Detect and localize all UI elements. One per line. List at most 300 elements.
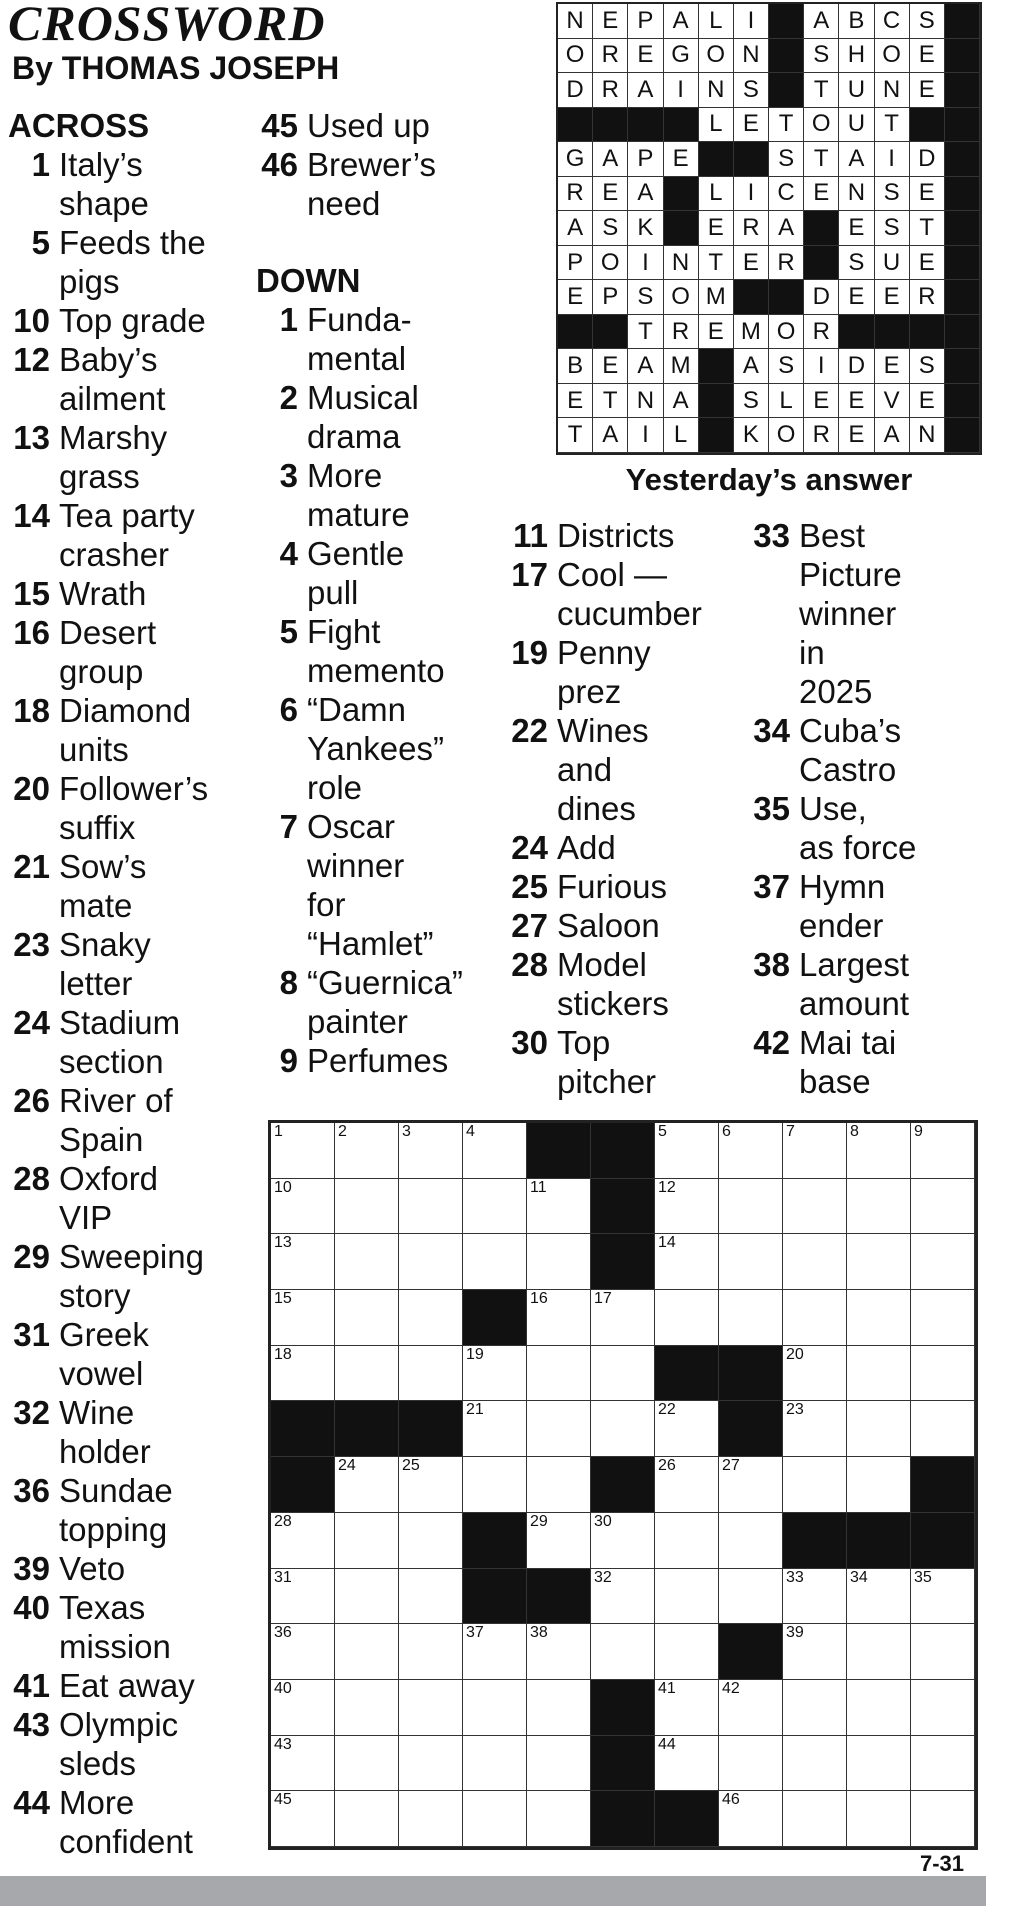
grid-cell[interactable] <box>527 1624 591 1680</box>
clue-item <box>8 1705 258 1783</box>
cell-number: 40 <box>274 1679 292 1697</box>
grid-cell[interactable] <box>335 1569 399 1625</box>
cell-number: 25 <box>402 1457 420 1475</box>
answer-cell <box>945 315 980 350</box>
answer-cell: T <box>593 384 628 419</box>
grid-cell[interactable] <box>847 1290 911 1346</box>
answer-cell: C <box>769 177 804 212</box>
grid-cell[interactable] <box>591 1401 655 1457</box>
answer-cell: A <box>875 418 910 453</box>
grid-cell[interactable] <box>911 1569 975 1625</box>
clue-text: Top grade <box>59 302 206 339</box>
answer-cell <box>945 246 980 281</box>
cell-number: 43 <box>274 1735 292 1753</box>
clue-text: Top pitcher <box>557 1024 657 1100</box>
black-square <box>591 1123 655 1179</box>
clue-number: 6 <box>279 691 298 728</box>
grid-cell[interactable] <box>783 1569 847 1625</box>
cell-number: 7 <box>786 1123 795 1140</box>
clue-item <box>504 906 744 945</box>
answer-cell <box>945 349 980 384</box>
grid-cell[interactable] <box>783 1401 847 1457</box>
answer-cell: R <box>769 246 804 281</box>
clue-item <box>8 340 258 418</box>
grid-cell[interactable] <box>911 1736 975 1792</box>
answer-cell <box>945 73 980 108</box>
grid-cell[interactable] <box>655 1401 719 1457</box>
answer-cell <box>699 418 734 453</box>
answer-cell: B <box>839 4 874 39</box>
answer-cell: D <box>558 73 593 108</box>
answer-cell: D <box>839 349 874 384</box>
grid-cell[interactable] <box>335 1791 399 1847</box>
answer-cell: A <box>804 4 839 39</box>
grid-cell[interactable] <box>399 1234 463 1290</box>
grid-cell[interactable] <box>847 1680 911 1736</box>
answer-cell <box>664 108 699 143</box>
grid-cell[interactable] <box>399 1290 463 1346</box>
clue-item <box>8 1315 258 1393</box>
clue-number: 32 <box>13 1394 50 1431</box>
clue-item <box>8 691 258 769</box>
grid-cell[interactable] <box>719 1234 783 1290</box>
grid-cell[interactable] <box>271 1234 335 1290</box>
clue-text: Eat away <box>59 1667 195 1704</box>
grid-cell[interactable] <box>783 1457 847 1513</box>
grid-cell[interactable] <box>463 1234 527 1290</box>
answer-cell: O <box>804 108 839 143</box>
grid-cell[interactable] <box>719 1179 783 1235</box>
answer-cell <box>628 108 663 143</box>
grid-cell[interactable] <box>847 1401 911 1457</box>
clue-number: 21 <box>13 848 50 885</box>
grid-cell[interactable] <box>271 1290 335 1346</box>
answer-cell: S <box>769 349 804 384</box>
answer-cell: A <box>628 73 663 108</box>
grid-cell[interactable] <box>719 1290 783 1346</box>
grid-cell[interactable] <box>655 1569 719 1625</box>
answer-cell: L <box>699 4 734 39</box>
cell-number: 15 <box>274 1290 292 1308</box>
cell-number: 45 <box>274 1791 292 1809</box>
clue-text: “Guernica” painter <box>307 964 463 1040</box>
grid-cell[interactable] <box>399 1569 463 1625</box>
clue-number: 19 <box>511 634 548 671</box>
grid-cell[interactable] <box>399 1624 463 1680</box>
grid-cell[interactable] <box>335 1736 399 1792</box>
answer-cell: L <box>769 384 804 419</box>
clue-number: 22 <box>511 712 548 749</box>
clue-number: 39 <box>13 1550 50 1587</box>
grid-cell[interactable] <box>399 1346 463 1402</box>
black-square <box>271 1457 335 1513</box>
answer-cell: N <box>875 73 910 108</box>
cell-number: 3 <box>402 1123 411 1140</box>
grid-cell[interactable] <box>847 1736 911 1792</box>
answer-cell: S <box>910 4 945 39</box>
grid-cell[interactable] <box>783 1179 847 1235</box>
answer-cell: S <box>839 246 874 281</box>
black-square <box>783 1513 847 1569</box>
clue-item <box>256 300 496 378</box>
clue-item <box>8 1471 258 1549</box>
clue-item <box>256 963 496 1041</box>
grid-cell[interactable] <box>655 1234 719 1290</box>
clue-item <box>8 769 258 847</box>
cell-number: 1 <box>274 1123 283 1140</box>
grid-cell[interactable] <box>527 1680 591 1736</box>
clue-text: Texas mission <box>59 1589 171 1665</box>
clue-number: 37 <box>753 868 790 905</box>
grid-cell[interactable] <box>463 1346 527 1402</box>
cell-number: 2 <box>338 1123 347 1140</box>
puzzle-code: 7-31 <box>920 1851 965 1876</box>
answer-cell: E <box>593 349 628 384</box>
grid-cell[interactable] <box>335 1457 399 1513</box>
grid-cell[interactable] <box>399 1123 463 1179</box>
answer-cell: E <box>734 108 769 143</box>
answer-cell: U <box>875 246 910 281</box>
cell-number: 35 <box>914 1568 932 1586</box>
grid-cell[interactable] <box>655 1179 719 1235</box>
clue-number: 9 <box>279 1042 298 1079</box>
grid-cell[interactable] <box>655 1513 719 1569</box>
grid-cell[interactable] <box>335 1123 399 1179</box>
grid-cell[interactable] <box>335 1290 399 1346</box>
answer-cell: V <box>875 384 910 419</box>
answer-cell: S <box>875 211 910 246</box>
grid-cell[interactable] <box>271 1346 335 1402</box>
answer-cell: T <box>804 73 839 108</box>
cell-number: 19 <box>466 1345 484 1363</box>
grid-cell[interactable] <box>655 1290 719 1346</box>
grid-cell[interactable] <box>783 1736 847 1792</box>
grid-cell[interactable] <box>719 1123 783 1179</box>
grid-cell[interactable] <box>655 1624 719 1680</box>
answer-cell: N <box>558 4 593 39</box>
clue-text: Oxford VIP <box>59 1160 159 1236</box>
clue-item <box>504 633 744 711</box>
answer-cell: R <box>664 315 699 350</box>
grid-cell[interactable] <box>335 1179 399 1235</box>
grid-cell[interactable] <box>335 1346 399 1402</box>
grid-cell[interactable] <box>527 1736 591 1792</box>
grid-cell[interactable] <box>527 1791 591 1847</box>
grid-cell[interactable] <box>783 1123 847 1179</box>
answer-cell <box>699 384 734 419</box>
cell-number: 37 <box>466 1624 484 1642</box>
grid-cell[interactable] <box>463 1624 527 1680</box>
clue-number: 45 <box>261 107 298 144</box>
clue-text: Olympic sleds <box>59 1706 179 1782</box>
clue-item <box>504 945 744 1023</box>
answer-cell: T <box>875 108 910 143</box>
cell-number: 13 <box>274 1234 292 1252</box>
answer-cell: N <box>664 246 699 281</box>
grid-cell[interactable] <box>911 1624 975 1680</box>
answer-cell: O <box>593 246 628 281</box>
grid-cell[interactable] <box>847 1179 911 1235</box>
grid-cell[interactable] <box>335 1680 399 1736</box>
clue-text: More confident <box>59 1784 193 1860</box>
grid-cell[interactable] <box>847 1457 911 1513</box>
grid-cell[interactable] <box>335 1624 399 1680</box>
clue-item <box>256 807 496 963</box>
clue-number: 13 <box>13 419 50 456</box>
answer-cell: R <box>910 280 945 315</box>
answer-cell: I <box>628 246 663 281</box>
answer-cell <box>769 4 804 39</box>
answer-cell: E <box>839 211 874 246</box>
cell-number: 27 <box>722 1457 740 1475</box>
cell-number: 24 <box>338 1457 356 1475</box>
grid-cell[interactable] <box>783 1680 847 1736</box>
clue-column-1 <box>8 106 258 1861</box>
grid-cell[interactable] <box>783 1234 847 1290</box>
clue-text: Sweeping story <box>59 1238 204 1314</box>
puzzle-title: CROSSWORD <box>8 0 326 51</box>
grid-cell[interactable] <box>463 1457 527 1513</box>
answer-cell <box>945 108 980 143</box>
grid-cell[interactable] <box>271 1513 335 1569</box>
answer-cell: T <box>804 142 839 177</box>
grid-cell[interactable] <box>527 1457 591 1513</box>
grid-cell[interactable] <box>783 1791 847 1847</box>
clue-number: 30 <box>511 1024 548 1061</box>
grid-cell[interactable] <box>719 1457 783 1513</box>
black-square <box>591 1234 655 1290</box>
answer-cell: A <box>628 349 663 384</box>
grid-cell[interactable] <box>271 1736 335 1792</box>
grid-cell[interactable] <box>527 1234 591 1290</box>
answer-cell: E <box>910 246 945 281</box>
black-square <box>527 1569 591 1625</box>
grid-cell[interactable] <box>463 1791 527 1847</box>
grid-cell[interactable] <box>911 1680 975 1736</box>
cell-number: 26 <box>658 1457 676 1475</box>
grid-cell[interactable] <box>591 1569 655 1625</box>
grid-cell[interactable] <box>591 1624 655 1680</box>
grid-cell[interactable] <box>719 1736 783 1792</box>
grid-cell[interactable] <box>527 1346 591 1402</box>
clue-item <box>8 925 258 1003</box>
clue-text: Greek vowel <box>59 1316 149 1392</box>
clue-text: Gentle pull <box>307 535 405 611</box>
clue-item <box>8 1393 258 1471</box>
answer-cell: L <box>664 418 699 453</box>
grid-cell[interactable] <box>271 1569 335 1625</box>
cell-number: 18 <box>274 1345 292 1363</box>
black-square <box>335 1401 399 1457</box>
clue-item <box>256 106 496 145</box>
cell-number: 14 <box>658 1234 676 1252</box>
grid-cell[interactable] <box>527 1513 591 1569</box>
grid-cell[interactable] <box>399 1680 463 1736</box>
answer-cell: N <box>628 384 663 419</box>
grid-cell[interactable] <box>271 1791 335 1847</box>
cell-number: 31 <box>274 1568 292 1586</box>
grid-cell[interactable] <box>591 1513 655 1569</box>
grid-cell[interactable] <box>399 1179 463 1235</box>
clue-item <box>8 1081 258 1159</box>
grid-cell[interactable] <box>335 1234 399 1290</box>
cell-number: 39 <box>786 1624 804 1642</box>
grid-cell[interactable] <box>911 1346 975 1402</box>
clue-number: 29 <box>13 1238 50 1275</box>
grid-cell[interactable] <box>463 1179 527 1235</box>
cell-number: 21 <box>466 1401 484 1419</box>
answer-cell: E <box>910 384 945 419</box>
clue-number: 26 <box>13 1082 50 1119</box>
grid-cell[interactable] <box>911 1791 975 1847</box>
clue-text: Oscar winner for “Hamlet” <box>307 808 434 962</box>
answer-cell: E <box>664 142 699 177</box>
black-square <box>463 1290 527 1346</box>
clue-item <box>256 145 496 223</box>
grid-cell[interactable] <box>463 1736 527 1792</box>
answer-cell: A <box>558 211 593 246</box>
answer-cell: H <box>839 39 874 74</box>
clue-number: 44 <box>13 1784 50 1821</box>
clue-text: Add <box>557 829 616 866</box>
grid-cell[interactable] <box>719 1513 783 1569</box>
cell-number: 38 <box>530 1624 548 1642</box>
answer-cell <box>558 108 593 143</box>
grid-cell[interactable] <box>783 1290 847 1346</box>
clue-number: 33 <box>753 517 790 554</box>
grid-cell[interactable] <box>527 1179 591 1235</box>
clue-number: 24 <box>13 1004 50 1041</box>
answer-cell: R <box>593 39 628 74</box>
answer-cell: G <box>664 39 699 74</box>
grid-cell[interactable] <box>655 1457 719 1513</box>
footer-bar <box>0 1876 986 1906</box>
answer-cell: O <box>769 315 804 350</box>
answer-cell: I <box>734 177 769 212</box>
clue-item <box>8 418 258 496</box>
grid-cell[interactable] <box>463 1401 527 1457</box>
grid-cell[interactable] <box>655 1736 719 1792</box>
grid-cell[interactable] <box>399 1791 463 1847</box>
grid-cell[interactable] <box>847 1346 911 1402</box>
down-heading: DOWN <box>256 262 361 299</box>
answer-cell <box>664 211 699 246</box>
grid-cell[interactable] <box>463 1123 527 1179</box>
cell-number: 28 <box>274 1512 292 1530</box>
cell-number: 42 <box>722 1679 740 1697</box>
answer-cell: I <box>875 142 910 177</box>
clue-number: 20 <box>13 770 50 807</box>
grid-cell[interactable] <box>847 1791 911 1847</box>
answer-cell: A <box>593 142 628 177</box>
answer-cell <box>558 315 593 350</box>
grid-cell[interactable] <box>591 1290 655 1346</box>
answer-cell: E <box>558 384 593 419</box>
clue-text: Hymn ender <box>799 868 886 944</box>
answer-cell <box>734 142 769 177</box>
grid-cell[interactable] <box>719 1569 783 1625</box>
answer-cell <box>910 108 945 143</box>
clue-item <box>8 1159 258 1237</box>
clue-item <box>504 828 744 867</box>
answer-cell <box>734 280 769 315</box>
cell-number: 4 <box>466 1123 475 1140</box>
grid-cell[interactable] <box>655 1123 719 1179</box>
grid-cell[interactable] <box>527 1401 591 1457</box>
grid-cell[interactable] <box>271 1123 335 1179</box>
grid-cell[interactable] <box>335 1513 399 1569</box>
grid-cell[interactable] <box>911 1290 975 1346</box>
answer-cell: S <box>734 73 769 108</box>
answer-cell: K <box>734 418 769 453</box>
crossword-grid[interactable] <box>268 1120 978 1850</box>
grid-cell[interactable] <box>399 1457 463 1513</box>
grid-cell[interactable] <box>719 1680 783 1736</box>
clue-number: 5 <box>279 613 298 650</box>
clue-text: Furious <box>557 868 668 905</box>
cell-number: 44 <box>658 1735 676 1753</box>
answer-cell: I <box>734 4 769 39</box>
grid-cell[interactable] <box>847 1234 911 1290</box>
answer-cell: E <box>910 73 945 108</box>
black-square <box>655 1791 719 1847</box>
grid-cell[interactable] <box>399 1736 463 1792</box>
clue-number: 43 <box>13 1706 50 1743</box>
answer-cell: A <box>628 177 663 212</box>
grid-cell[interactable] <box>271 1680 335 1736</box>
clue-number: 5 <box>31 224 50 261</box>
across-clue-list-continued <box>256 106 496 223</box>
cell-number: 30 <box>594 1512 612 1530</box>
grid-cell[interactable] <box>655 1680 719 1736</box>
byline: By THOMAS JOSEPH <box>12 50 340 86</box>
grid-cell[interactable] <box>591 1346 655 1402</box>
cell-number: 11 <box>530 1178 547 1196</box>
grid-cell[interactable] <box>911 1401 975 1457</box>
clue-item <box>8 613 258 691</box>
grid-cell[interactable] <box>911 1234 975 1290</box>
grid-cell[interactable] <box>911 1123 975 1179</box>
grid-cell[interactable] <box>271 1624 335 1680</box>
clue-item <box>504 555 744 633</box>
clue-text: Brewer’s need <box>307 146 436 222</box>
black-square <box>463 1569 527 1625</box>
grid-cell[interactable] <box>911 1179 975 1235</box>
grid-cell[interactable] <box>719 1791 783 1847</box>
grid-cell[interactable] <box>527 1290 591 1346</box>
grid-cell[interactable] <box>463 1680 527 1736</box>
cell-number: 12 <box>658 1178 676 1196</box>
grid-cell[interactable] <box>847 1123 911 1179</box>
grid-cell[interactable] <box>783 1624 847 1680</box>
black-square <box>271 1401 335 1457</box>
grid-cell[interactable] <box>847 1624 911 1680</box>
clue-number: 24 <box>511 829 548 866</box>
answer-cell <box>699 142 734 177</box>
grid-cell[interactable] <box>399 1513 463 1569</box>
grid-cell[interactable] <box>847 1569 911 1625</box>
clue-number: 1 <box>31 146 50 183</box>
grid-cell[interactable] <box>271 1179 335 1235</box>
clue-number: 17 <box>511 556 548 593</box>
clue-number: 11 <box>513 517 548 554</box>
clue-text: “Damn Yankees” role <box>307 691 444 806</box>
answer-cell: E <box>699 315 734 350</box>
black-square <box>399 1401 463 1457</box>
clue-text: Snaky letter <box>59 926 151 1002</box>
grid-cell[interactable] <box>783 1346 847 1402</box>
clue-number: 40 <box>13 1589 50 1626</box>
